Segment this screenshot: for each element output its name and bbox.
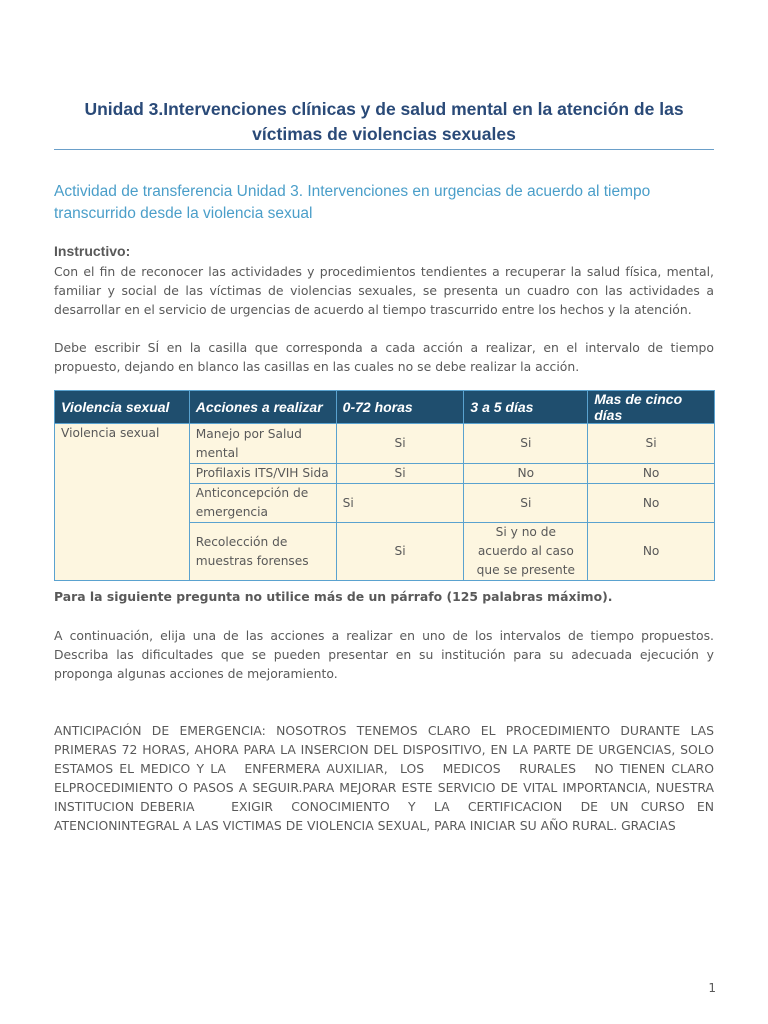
- actions-table: [54, 390, 715, 581]
- question-prompt: A continuación, elija una de las acciones a realizar en uno de los intervalos de tiempo propuestos. Describa las dificultades que se pueden presentar en su institución para su adecuada ejecución y proponga algunas acciones de mejoramiento.: [54, 628, 714, 681]
- cell-5-plus[interactable]: Si: [588, 424, 715, 464]
- instructions-label-text: Instructivo:: [54, 243, 131, 259]
- document-title: Unidad 3.Intervenciones clínicas y de salud mental en la atención de las víctimas de violencias sexuales: [84, 99, 684, 144]
- page-number: 1: [708, 981, 716, 995]
- action-cell[interactable]: Recolección de muestras forenses: [189, 523, 336, 581]
- instructions-paragraph-2: Debe escribir SÍ en la casilla que corresponda a cada acción a realizar, en el intervalo de tiempo propuesto, dejando en blanco las casillas en las cuales no se debe realizar la acción.: [54, 340, 714, 374]
- cell-5-plus[interactable]: No: [588, 523, 715, 581]
- cell-3-5[interactable]: Si: [464, 484, 588, 523]
- cell-0-72[interactable]: Si: [336, 464, 464, 484]
- activity-title: Actividad de transferencia Unidad 3. Intervenciones en urgencias de acuerdo al tiempo transcurrido desde la violencia sexual: [54, 183, 651, 222]
- header-violencia-sexual: Violencia sexual: [55, 391, 190, 424]
- header-mas-de-cinco-dias: Mas de cinco días: [588, 391, 715, 424]
- cell-0-72[interactable]: Si: [336, 523, 464, 581]
- instructions-paragraph-1: Con el fin de reconocer las actividades y procedimientos tendientes a recuperar la salud física, mental, familiar y social de las víctimas de violencias sexuales, se presenta un cuadro con las actividades a desarrollar en el servicio de urgencias de acuerdo al tiempo trascurrido entre los hechos y la atención.: [54, 264, 714, 317]
- cell-3-5[interactable]: Si y no de acuerdo al caso que se presente: [464, 523, 588, 581]
- table-header-row: [55, 391, 715, 424]
- cell-5-plus[interactable]: No: [588, 464, 715, 484]
- header-3-a-5-dias: 3 a 5 días: [464, 391, 588, 424]
- action-cell[interactable]: Profilaxis ITS/VIH Sida: [189, 464, 336, 484]
- cell-3-5[interactable]: No: [464, 464, 588, 484]
- table-row: [55, 424, 715, 464]
- cell-0-72[interactable]: Si: [336, 424, 464, 464]
- cell-5-plus[interactable]: No: [588, 484, 715, 523]
- question-instruction: Para la siguiente pregunta no utilice más de un párrafo (125 palabras máximo).: [54, 589, 613, 604]
- instructions-label: [54, 242, 714, 261]
- cell-3-5[interactable]: Si: [464, 424, 588, 464]
- header-0-72-horas: 0-72 horas: [336, 391, 464, 424]
- action-cell[interactable]: Anticoncepción de emergencia: [189, 484, 336, 523]
- cell-0-72[interactable]: Si: [336, 484, 464, 523]
- answer-text[interactable]: ANTICIPACIÓN DE EMERGENCIA: NOSOTROS TENEMOS CLARO EL PROCEDIMIENTO DURANTE LAS PRIMERAS 72 HORAS, AHORA PARA LA INSERCION DEL DISPOSITIVO, EN LA PARTE DE URGENCIAS, SOLO ESTAMOS EL MEDICO Y LA ENFERMERA AUXILIAR, LOS MEDICOS RURALES NO TIENEN CLARO ELPROCEDIMIENTO O PASOS A SEGUIR.PARA MEJORAR ESTE SERVICIO DE VITAL IMPORTANCIA, NUESTRA INSTITUCION DEBERIA EXIGIR CONOCIMIENTO Y LA CERTIFICACION DE UN CURSO EN ATENCIONINTEGRAL A LAS VICTIMAS DE VIOLENCIA SEXUAL, PARA INICIAR SU AÑO RURAL. GRACIAS: [54, 723, 718, 833]
- header-acciones: Acciones a realizar: [189, 391, 336, 424]
- action-cell[interactable]: Manejo por Salud mental: [189, 424, 336, 464]
- group-label-cell: Violencia sexual: [55, 424, 190, 581]
- title-divider: [54, 149, 714, 150]
